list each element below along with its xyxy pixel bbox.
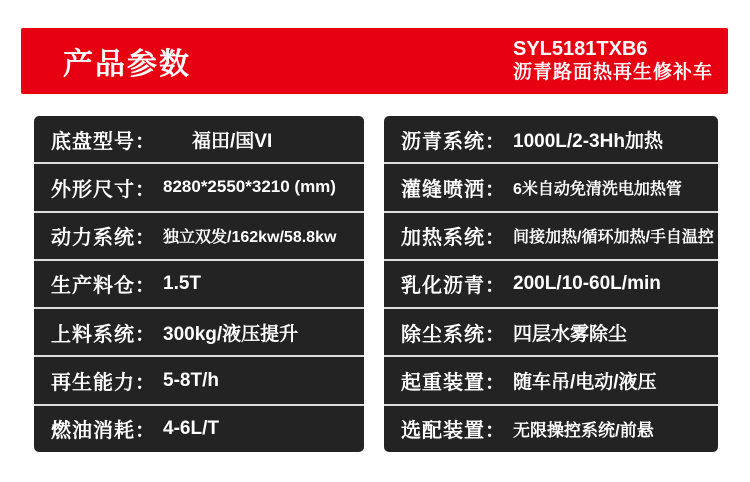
spec-row-chassis-model <box>34 116 364 164</box>
spec-value: 1.5T <box>163 272 202 294</box>
page-title: 产品参数 <box>63 48 191 81</box>
spec-row-heating-system <box>384 213 718 261</box>
model-number: SYL5181TXB6 <box>513 38 648 60</box>
spec-value: 200L/10-60L/min <box>513 272 661 294</box>
header-model-block <box>513 38 713 84</box>
spec-row-optional-device <box>384 406 718 452</box>
spec-row-power-system <box>34 213 364 261</box>
spec-value: 5-8T/h <box>163 369 219 391</box>
spec-row-asphalt-system <box>384 116 718 164</box>
header-banner <box>21 28 728 94</box>
spec-row-dust-removal <box>384 309 718 357</box>
spec-row-recycling-capacity <box>34 357 364 405</box>
spec-row-lifting-device <box>384 357 718 405</box>
spec-label: 选配装置： <box>401 420 506 443</box>
spec-value: 300kg/液压提升 <box>163 323 299 345</box>
spec-panel-left <box>34 116 364 452</box>
spec-label: 底盘型号： <box>51 130 156 153</box>
spec-label: 除尘系统： <box>401 323 506 346</box>
spec-label: 燃油消耗： <box>51 420 156 443</box>
spec-value: 四层水雾除尘 <box>513 323 628 345</box>
spec-label: 灌缝喷洒： <box>401 178 506 201</box>
spec-row-production-hopper <box>34 261 364 309</box>
product-name: 沥青路面热再生修补车 <box>513 62 714 83</box>
spec-value: 随车吊/电动/液压 <box>513 372 657 394</box>
spec-value: 4-6L/T <box>163 417 219 439</box>
spec-row-emulsified-asphalt <box>384 261 718 309</box>
spec-value: 独立双发/162kw/58.8kw <box>163 229 337 247</box>
spec-value: 6米自动免清洗电加热管 <box>513 180 682 198</box>
spec-label: 加热系统： <box>401 227 506 250</box>
spec-label: 上料系统： <box>51 323 156 346</box>
spec-label: 乳化沥青： <box>401 275 506 298</box>
spec-label: 生产料仓： <box>51 275 156 298</box>
spec-value: 8280*2550*3210 (mm) <box>163 177 336 197</box>
spec-row-fuel-consumption <box>34 406 364 452</box>
spec-row-dimensions <box>34 164 364 212</box>
spec-label: 再生能力： <box>51 372 156 395</box>
spec-value: 无限操控系统/前悬 <box>513 421 654 441</box>
spec-value: 福田/国VI <box>192 130 273 152</box>
spec-value: 间接加热/循环加热/手自温控 <box>513 229 714 247</box>
spec-panel-right <box>384 116 718 452</box>
spec-label: 动力系统： <box>51 227 156 250</box>
spec-row-feeding-system <box>34 309 364 357</box>
spec-value: 1000L/2-3Hh加热 <box>513 130 663 152</box>
spec-label: 外形尺寸： <box>51 178 156 201</box>
spec-label: 起重装置： <box>401 372 506 395</box>
spec-row-crack-sealing-spray <box>384 164 718 212</box>
spec-label: 沥青系统： <box>401 130 506 153</box>
